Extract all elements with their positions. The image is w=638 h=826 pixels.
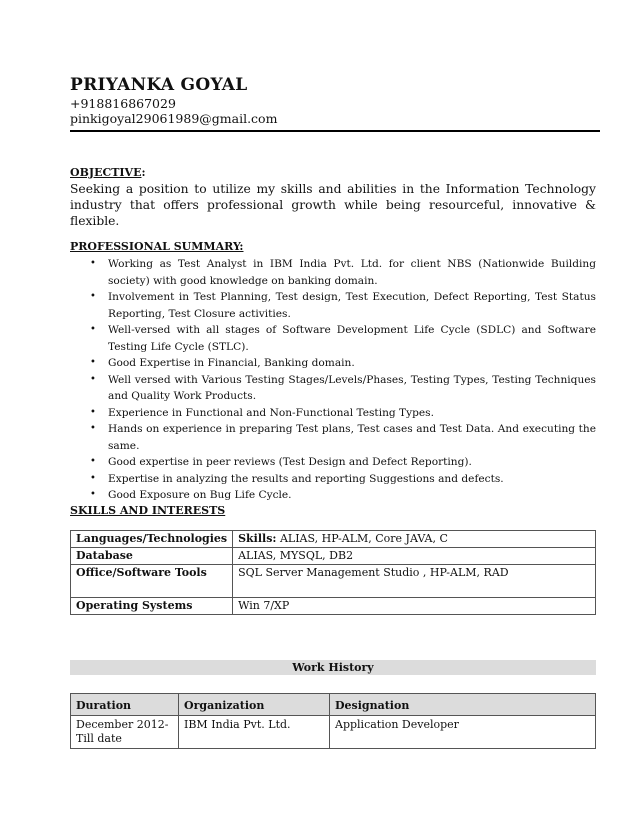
list-item	[90, 289, 596, 322]
objective-heading-colon: :	[141, 166, 146, 179]
list-item	[90, 355, 596, 372]
skill-value: ALIAS, MYSQL, DB2	[233, 548, 596, 565]
bullet-icon: •	[90, 423, 96, 434]
table-row	[71, 548, 596, 565]
skill-value-text: ALIAS, HP-ALM, Core JAVA, C	[276, 532, 448, 545]
column-header-designation: Designation	[330, 694, 596, 716]
bullet-icon: •	[90, 324, 96, 335]
bullet-icon: •	[90, 456, 96, 467]
skills-table	[70, 530, 596, 615]
duration-start: December 2012-	[76, 718, 169, 731]
list-item-text: Good Expertise in Financial, Banking domain.	[108, 357, 355, 369]
bullet-icon: •	[90, 472, 96, 484]
column-header-organization: Organization	[179, 694, 330, 716]
list-item-text: Well versed with Various Testing Stages/Levels/Phases, Testing Types, Testing Techniques and Quality Work Products.	[108, 373, 596, 402]
candidate-name: PRIYANKA GOYAL	[70, 75, 248, 95]
list-item-text: Well-versed with all stages of Software Development Life Cycle (SDLC) and Software Testing Life Cycle (STLC).	[108, 324, 596, 353]
bullet-icon: •	[90, 258, 96, 269]
list-item	[90, 421, 596, 454]
list-item	[90, 405, 596, 422]
list-item-text: Good expertise in peer reviews (Test Design and Defect Reporting).	[108, 456, 472, 468]
list-item	[90, 256, 596, 289]
work-history-table	[70, 693, 596, 749]
bullet-icon: •	[90, 406, 96, 418]
bullet-icon: •	[90, 489, 96, 500]
list-item-text: Expertise in analyzing the results and reporting Suggestions and defects.	[108, 472, 504, 485]
summary-list	[90, 256, 596, 504]
work-history-heading: Work History	[70, 660, 596, 675]
organization-cell: IBM India Pvt. Ltd.	[179, 716, 330, 749]
skill-label: Operating Systems	[71, 598, 233, 615]
skill-value-prefix: Skills:	[238, 532, 277, 545]
list-item	[90, 454, 596, 471]
header-divider	[70, 130, 600, 132]
skill-label: Database	[71, 548, 233, 565]
list-item-text: Good Exposure on Bug Life Cycle.	[108, 489, 292, 501]
professional-summary-heading: PROFESSIONAL SUMMARY:	[70, 240, 244, 253]
table-row	[71, 598, 596, 615]
table-header-row	[71, 694, 596, 716]
objective-heading	[70, 166, 146, 179]
list-item-text: Involvement in Test Planning, Test design, Test Execution, Defect Reporting, Test Status Reporting, Test Closure activities.	[108, 291, 596, 320]
list-item-text: Working as Test Analyst in IBM India Pvt. Ltd. for client NBS (Nationwide Building society) with good knowledge on banking domain.	[108, 258, 596, 287]
bullet-icon: •	[90, 373, 96, 385]
skill-value	[233, 531, 596, 548]
email-address: pinkigoyal29061989@gmail.com	[70, 111, 278, 126]
skill-label: Office/Software Tools	[71, 565, 233, 598]
table-row	[71, 565, 596, 598]
bullet-icon: •	[90, 357, 96, 368]
skill-value: Win 7/XP	[233, 598, 596, 615]
duration-end: Till date	[76, 732, 122, 745]
designation-cell: Application Developer	[330, 716, 596, 749]
bullet-icon: •	[90, 291, 96, 302]
skills-heading: SKILLS AND INTERESTS	[70, 504, 226, 517]
table-row	[71, 716, 596, 749]
list-item	[90, 471, 596, 488]
duration-cell	[71, 716, 179, 749]
objective-text: Seeking a position to utilize my skills and abilities in the Information Technology industry that offers professional growth while being resourceful, innovative & flexible.	[70, 182, 596, 228]
objective-heading-text: OBJECTIVE	[70, 166, 142, 179]
list-item	[90, 322, 596, 355]
list-item	[90, 372, 596, 405]
phone-number: +918816867029	[70, 96, 176, 111]
column-header-duration: Duration	[71, 694, 179, 716]
list-item-text: Experience in Functional and Non-Functional Testing Types.	[108, 406, 434, 419]
list-item-text: Hands on experience in preparing Test plans, Test cases and Test Data. And executing the same.	[108, 423, 596, 452]
skill-value: SQL Server Management Studio , HP-ALM, RAD	[233, 565, 596, 598]
table-row	[71, 531, 596, 548]
skill-label: Languages/Technologies	[71, 531, 233, 548]
list-item	[90, 487, 596, 504]
